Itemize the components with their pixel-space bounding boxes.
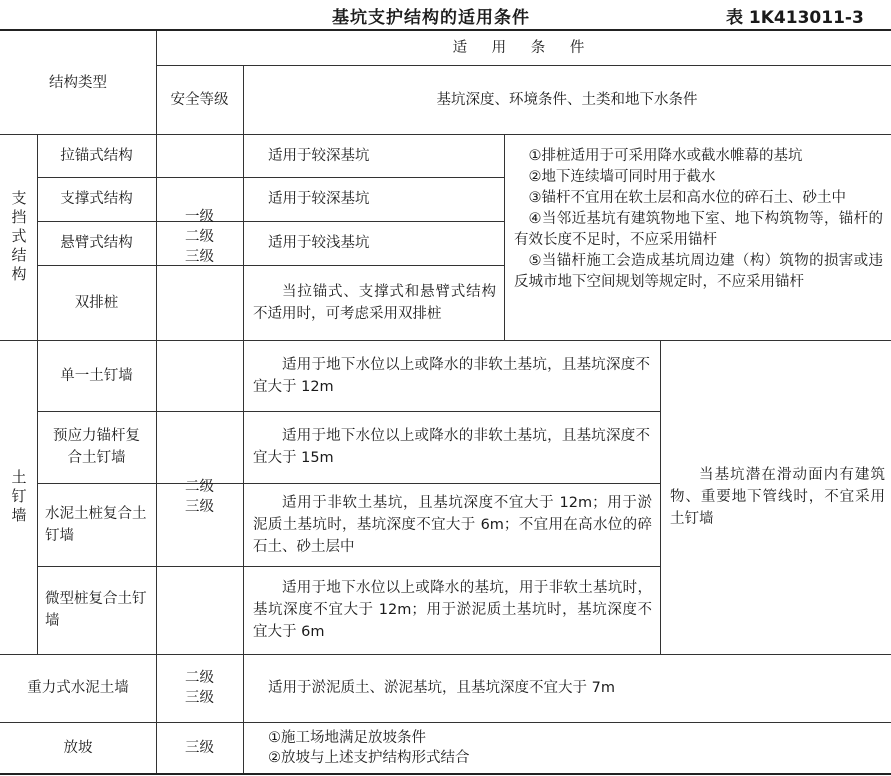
condition-item: ①施工场地满足放坡条件: [268, 730, 426, 746]
condition-text: [243, 177, 504, 221]
safety-level: [156, 340, 243, 654]
bottom-rule: [0, 773, 891, 775]
condition-value: 适用于较深基坑: [268, 191, 370, 207]
condition-text: [243, 411, 660, 483]
note-item: ④当邻近基坑有建筑物地下室、地下构筑物等，锚杆的有效长度不足时，不应采用锚杆: [514, 211, 883, 248]
group-label: 支挡式结构: [9, 189, 28, 285]
condition-item: ②放坡与上述支护结构形式结合: [268, 750, 470, 766]
condition-value: 适用于地下水位以上或降水的基坑，用于非软土基坑时，基坑深度不宜大于 12m；用于淤泥质土基坑时，基坑深度不宜大于 6m: [253, 580, 652, 640]
condition-text: [243, 134, 504, 177]
condition-value: 适用于淤泥质土、淤泥基坑，且基坑深度不宜大于 7m: [268, 680, 615, 696]
note-item: ③锚杆不宜用在软土层和高水位的碎石土、砂土中: [528, 190, 846, 206]
condition-value: 适用于地下水位以上或降水的非软土基坑，且基坑深度不宜大于 15m: [253, 428, 650, 466]
soil-nail-note: [660, 340, 891, 654]
group-soil-nail-wall: [0, 340, 37, 654]
condition-text: [243, 566, 660, 654]
condition-text: [243, 483, 660, 566]
note-text: 当基坑潜在滑动面内有建筑物、重要地下管线时，不宜采用土钉墙: [670, 467, 885, 527]
structure-name: 放坡: [63, 739, 93, 756]
safety-level-text: 二级 三级: [185, 479, 214, 515]
structure-name: 双排桩: [74, 294, 119, 311]
structure-name: 微型桩复合土钉墙: [45, 591, 147, 629]
note-item: ①排桩适用于可采用降水或截水帷幕的基坑: [528, 148, 803, 164]
condition-value: 适用于非软土基坑，且基坑深度不宜大于 12m；用于淤泥质土基坑时，基坑深度不宜大于 6m；不宜用在高水位的碎石土、砂土层中: [253, 494, 652, 555]
table-title: 基坑支护结构的适用条件: [332, 8, 530, 28]
condition-value: 适用于地下水位以上或降水的非软土基坑，且基坑深度不宜大于 12m: [253, 356, 650, 395]
group-label: 土钉墙: [9, 468, 28, 526]
header-structure-type: 结构类型: [49, 74, 107, 91]
condition-value: 适用于较浅基坑: [268, 235, 370, 251]
retaining-notes: [504, 134, 891, 340]
structure-name: 悬臂式结构: [60, 235, 133, 251]
condition-text: [243, 654, 891, 722]
safety-level-text: 一级 二级 三级: [185, 209, 214, 265]
safety-level-text: 二级 三级: [185, 670, 214, 706]
condition-value: 适用于较深基坑: [268, 147, 370, 164]
structure-name: 预应力锚杆复合土钉墙: [53, 428, 140, 466]
condition-text: [243, 265, 504, 340]
condition-text: [243, 340, 660, 411]
header-conditions: 基坑深度、环境条件、土类和地下水条件: [436, 91, 698, 108]
structure-name: 支撑式结构: [60, 191, 133, 207]
table-caption: [0, 0, 891, 28]
safety-level: [156, 134, 243, 340]
note-item: ⑤当锚杆施工会造成基坑周边建（构）筑物的损害或违反城市地下空间规划等规定时，不应采用锚杆: [514, 253, 883, 290]
table-number: 表 1K413011-3: [726, 8, 864, 28]
structure-name: 拉锚式结构: [60, 147, 133, 164]
group-retaining-structure: [0, 134, 37, 340]
note-item: ②地下连续墙可同时用于截水: [528, 169, 716, 185]
structure-name: 重力式水泥土墙: [27, 680, 129, 696]
condition-text: [243, 221, 504, 265]
structure-name: 单一土钉墙: [60, 367, 133, 384]
condition-text: [243, 722, 891, 773]
safety-level: 三级: [185, 739, 214, 756]
safety-level: [156, 654, 243, 722]
header-applicable-conditions: 适 用 条 件: [452, 40, 595, 56]
structure-name: 水泥土桩复合土钉墙: [45, 505, 147, 544]
header-safety-level: 安全等级: [170, 91, 229, 108]
condition-value: 当拉锚式、支撑式和悬臂式结构不适用时，可考虑采用双排桩: [253, 283, 496, 322]
